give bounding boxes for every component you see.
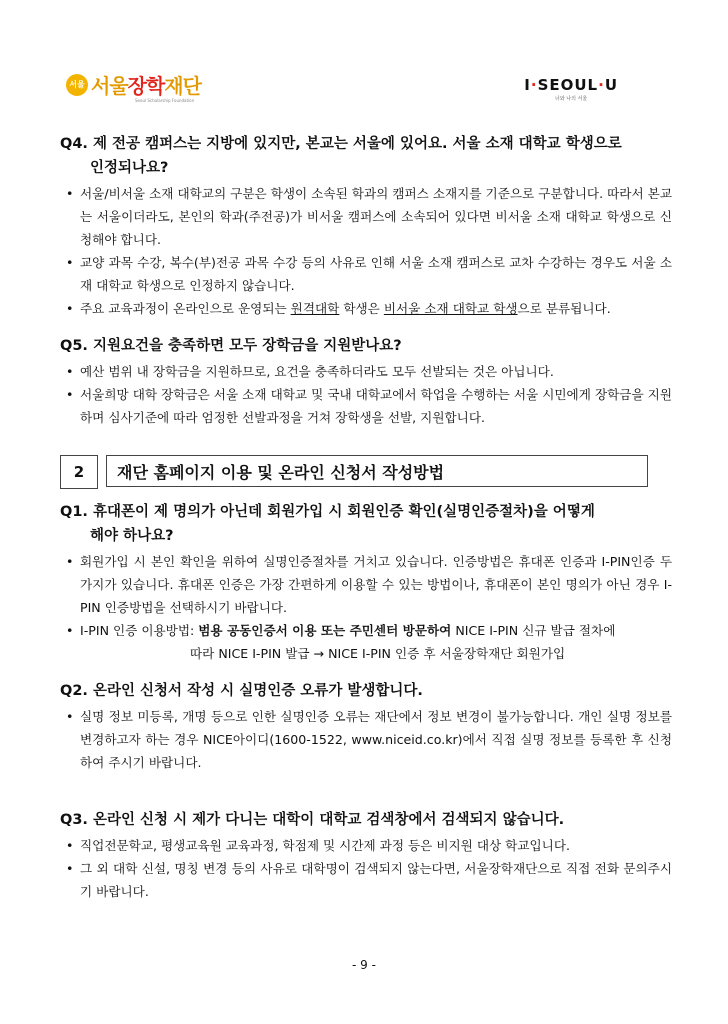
list-item <box>60 619 672 665</box>
text-span: NICE I-PIN 신규 발급 절차에 <box>451 623 616 638</box>
answer-list <box>60 705 672 774</box>
faq-part-1 <box>60 132 672 429</box>
answer-list <box>60 550 672 665</box>
question-heading <box>60 500 672 548</box>
brand-seoul: SEOUL <box>537 76 599 94</box>
answer-list <box>60 360 672 429</box>
logo-name-part: 장학 <box>127 74 165 98</box>
list-item: • 예산 범위 내 장학금을 지원하므로, 요건을 충족하더라도 모두 선발되는 것은 아닙니다. <box>60 360 672 383</box>
logo-name-part: 재단 <box>164 74 201 98</box>
question-title-line: Q1. 휴대폰이 제 명의가 아닌데 회원가입 시 회원인증 확인(실명인증절차)을 어떻게 <box>60 504 595 520</box>
section-header <box>60 455 648 489</box>
logo-title <box>91 70 201 99</box>
text-span: I-PIN 인증 이용방법: <box>80 623 199 638</box>
logo-emblem-icon: 서울 <box>66 74 88 96</box>
question-heading: Q3. 온라인 신청 시 제가 다니는 대학이 대학교 검색창에서 검색되지 않습니다. <box>60 812 565 828</box>
list-item: • 그 외 대학 신설, 명칭 변경 등의 사유로 대학명이 검색되지 않는다면, 서울장학재단으로 직접 전화 문의주시기 바랍니다. <box>60 857 672 903</box>
list-item: • 직업전문학교, 평생교육원 교육과정, 학점제 및 시간제 과정 등은 비지원 대상 학교입니다. <box>60 834 672 857</box>
question-title-line: 인정되나요? <box>90 160 169 176</box>
list-item: • 서울/비서울 소재 대학교의 구분은 학생이 소속된 학과의 캠퍼스 소재지를 기준으로 구분합니다. 따라서 본교는 서울이더라도, 본인의 학과(주전공)가 비서울 캠퍼스에 소속되어 있다면 비서울 소재 대학교 학생으로 신청해야 합니다. <box>60 182 672 251</box>
text-span: 따라 NICE I-PIN 발급 → NICE I-PIN 인증 후 서울장학재단 회원가입 <box>190 646 566 661</box>
section-title: 재단 홈페이지 이용 및 온라인 신청서 작성방법 <box>106 455 648 487</box>
page-number: - 9 - <box>352 958 376 972</box>
answer-list <box>60 182 672 320</box>
text-span: 주요 교육과정이 온라인으로 운영되는 <box>80 301 291 316</box>
underlined-text: 원격대학 <box>290 301 340 316</box>
list-item <box>60 297 672 320</box>
question-heading: Q2. 온라인 신청서 작성 시 실명인증 오류가 발생합니다. <box>60 683 423 699</box>
underlined-text: 비서울 소재 대학교 학생 <box>383 301 518 316</box>
iseoulu-logo <box>524 76 618 102</box>
text-span: 학생은 <box>339 301 384 316</box>
faq-part-2 <box>60 500 672 903</box>
question-title-line: 해야 하나요? <box>90 528 174 544</box>
brand-i: I <box>524 76 531 94</box>
foundation-logo <box>66 70 201 99</box>
brand-u: U <box>604 76 618 94</box>
list-item: • 실명 정보 미등록, 개명 등으로 인한 실명인증 오류는 재단에서 정보 변경이 불가능합니다. 개인 실명 정보를 변경하고자 하는 경우 NICE아이디(1600-1522, www.niceid.co.kr)에서 직접 실명 정보를 등록한 후 신청하여 주시기 바랍니다. <box>60 705 672 774</box>
bold-text: 범용 공동인증서 이용 또는 주민센터 방문하여 <box>198 623 452 638</box>
list-item: • 회원가입 시 본인 확인을 위하여 실명인증절차를 거치고 있습니다. 인증방법은 휴대폰 인증과 I-PIN인증 두 가지가 있습니다. 휴대폰 인증은 가장 간편하게 이용할 수 있는 방법이나, 휴대폰이 본인 명의가 아닌 경우 I-PIN 인증방법을 선택하시기 바랍니다. <box>60 550 672 619</box>
question-heading: Q5. 지원요건을 충족하면 모두 장학금을 지원받나요? <box>60 338 402 354</box>
section-number: 2 <box>60 455 98 489</box>
question-title-line: Q4. 제 전공 캠퍼스는 지방에 있지만, 본교는 서울에 있어요. 서울 소재 대학교 학생으로 <box>60 136 622 152</box>
iseoulu-wordmark: I·SEOUL·U <box>524 76 618 94</box>
list-item: • 교양 과목 수강, 복수(부)전공 과목 수강 등의 사유로 인해 서울 소재 캠퍼스로 교차 수강하는 경우도 서울 소재 대학교 학생으로 인정하지 않습니다. <box>60 251 672 297</box>
text-span: 으로 분류됩니다. <box>517 301 611 316</box>
logo-subtitle: Seoul Scholarship Foundation <box>135 98 195 103</box>
page-header <box>0 0 728 120</box>
iseoulu-subtitle: 너와 나의 서울 <box>555 96 588 102</box>
question-heading <box>60 132 672 180</box>
list-item: • 서울희망 대학 장학금은 서울 소재 대학교 및 국내 대학교에서 학업을 수행하는 서울 시민에게 장학금을 지원하며 심사기준에 따라 엄정한 선발과정을 거쳐 장학생을 선발, 지원합니다. <box>60 383 672 429</box>
logo-name-part: 서울 <box>91 74 128 98</box>
answer-list <box>60 834 672 903</box>
